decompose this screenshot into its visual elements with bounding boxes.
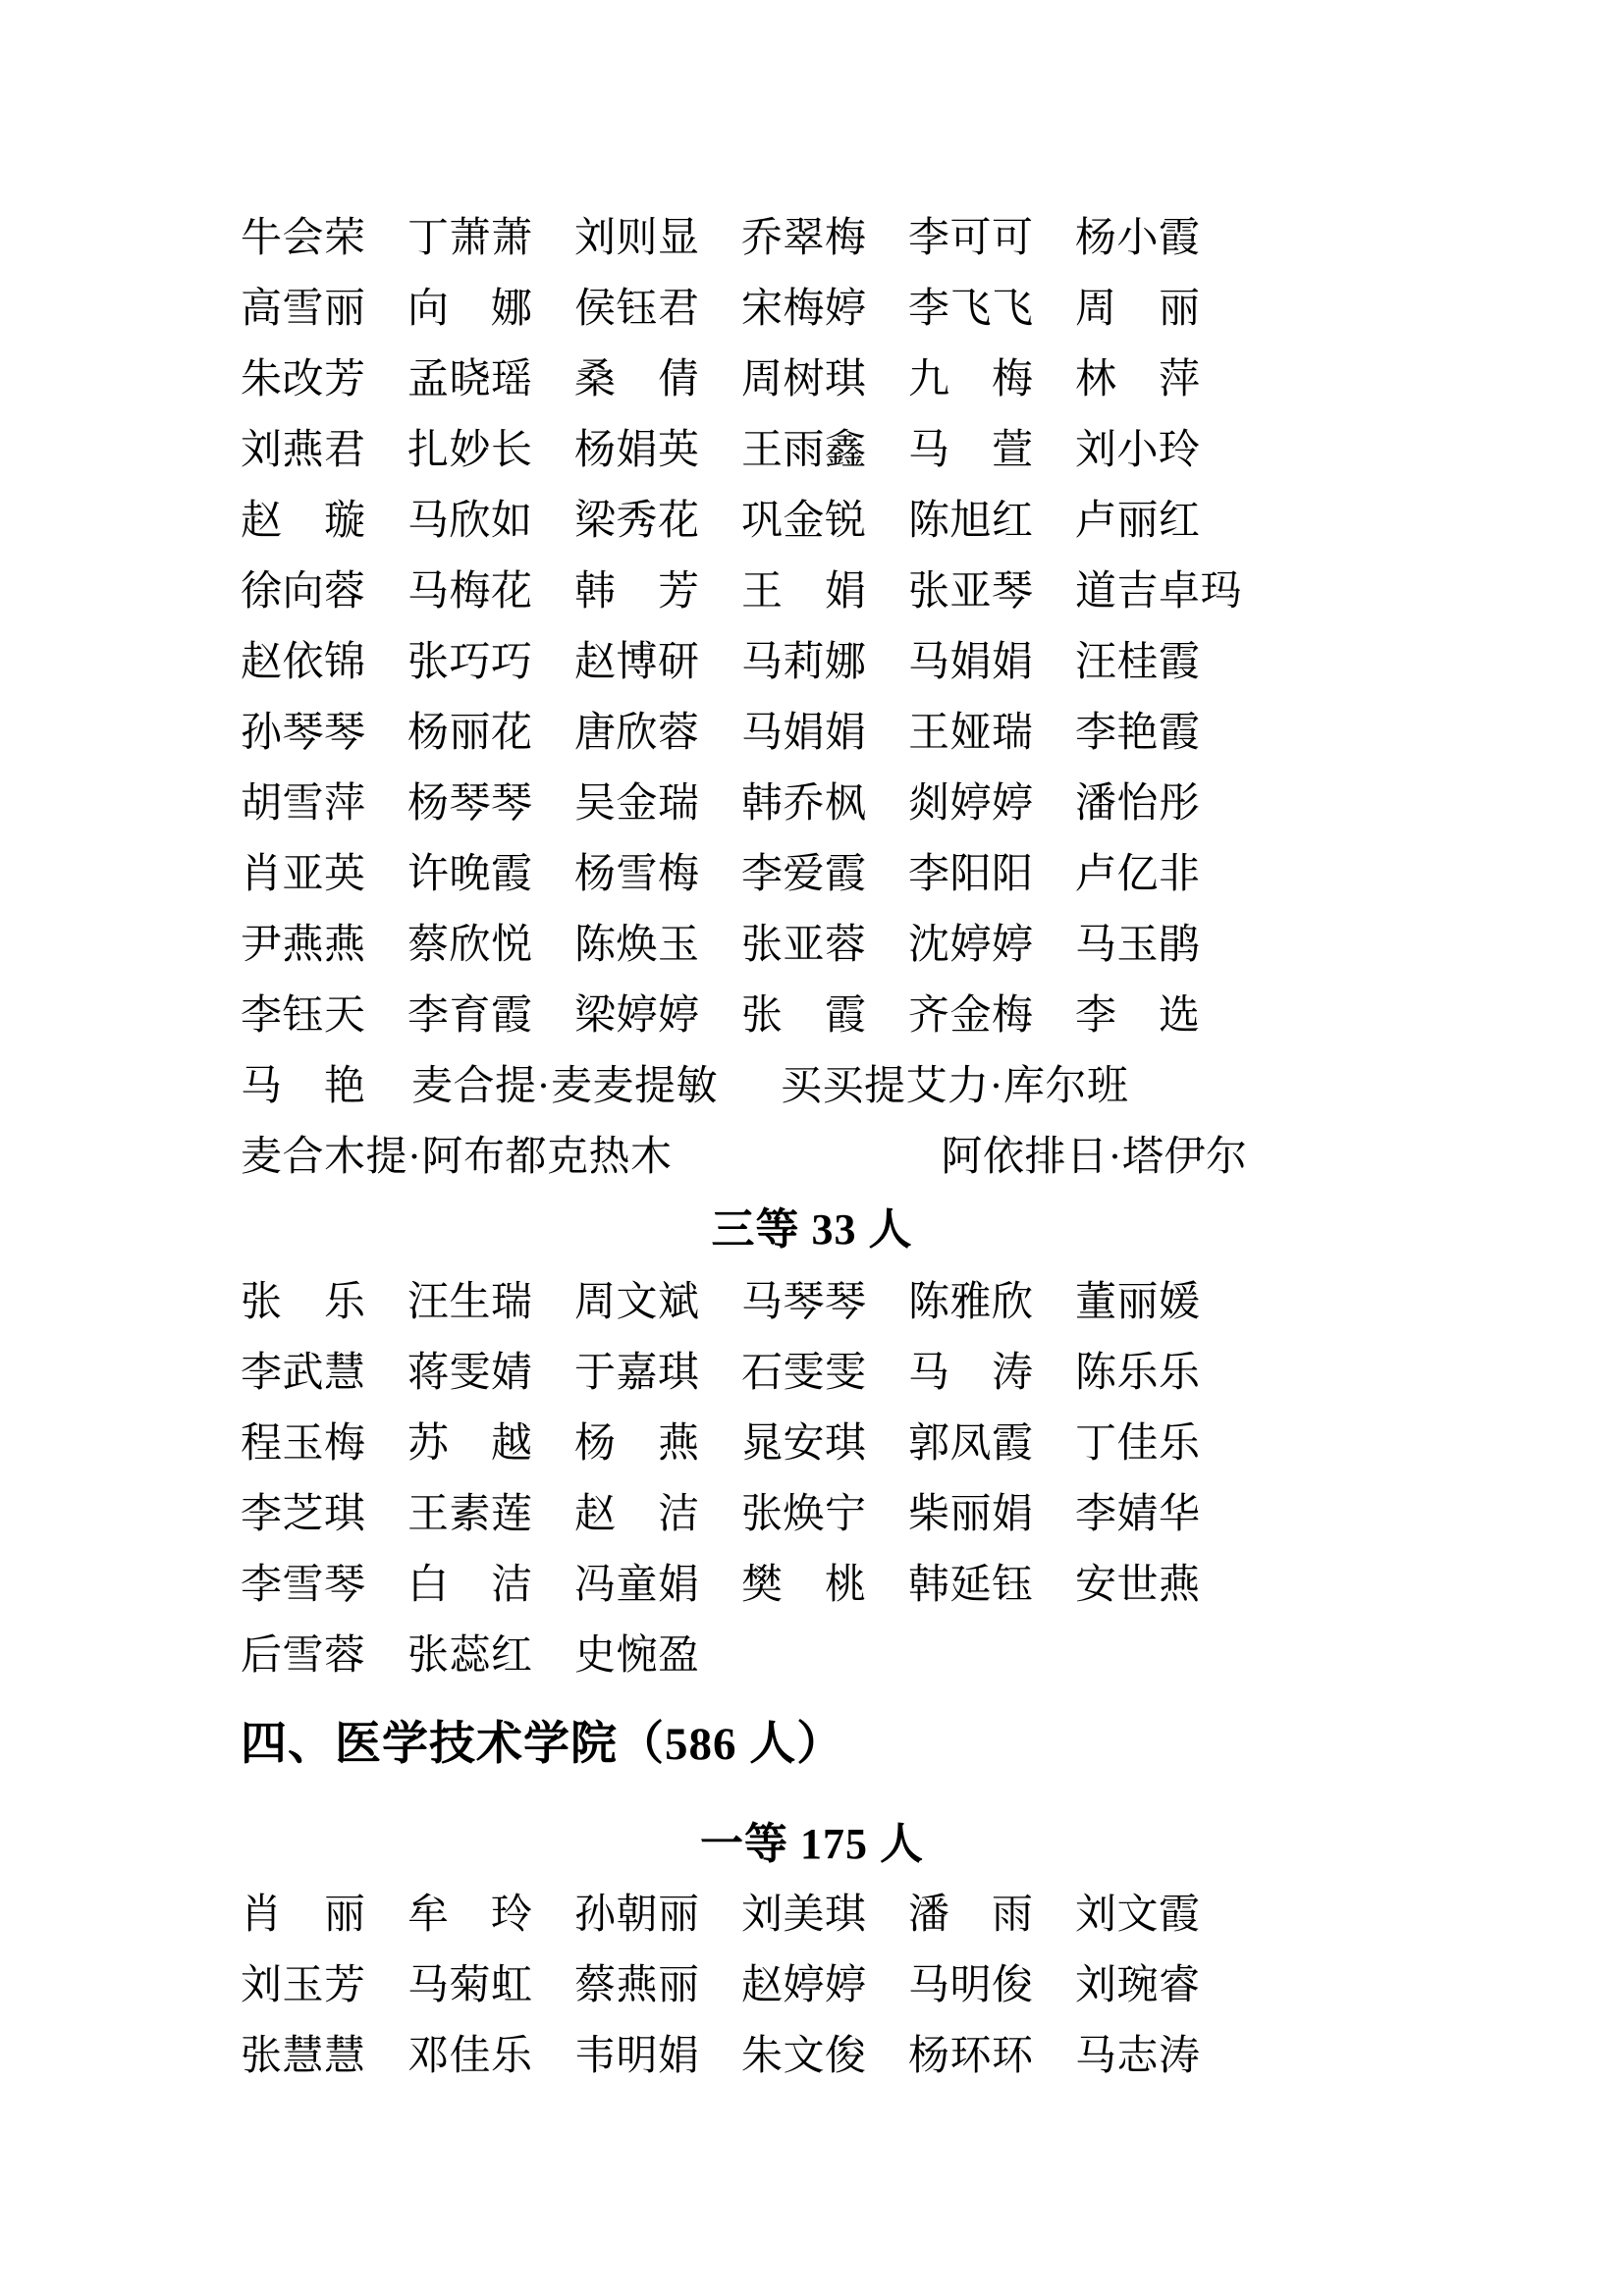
person-name: 李 选 <box>1075 993 1201 1039</box>
person-name: 乔翠梅 <box>741 216 867 261</box>
person-name: 樊 桃 <box>741 1563 867 1608</box>
name-row <box>241 1880 1383 1950</box>
person-name: 韩延钰 <box>908 1563 1034 1608</box>
person-name: 白 洁 <box>407 1563 533 1608</box>
person-name: 麦合提·麦麦提敏 <box>411 1064 718 1109</box>
person-name: 朱文俊 <box>741 2034 867 2079</box>
grade1-heading: 一等 175 人 <box>700 1820 924 1868</box>
person-name: 赵 璇 <box>241 499 366 544</box>
document-content <box>241 203 1383 2092</box>
person-name: 韦明娟 <box>574 2034 700 2079</box>
grade1-name-grid <box>241 1880 1383 2092</box>
person-name: 柴丽娟 <box>908 1492 1034 1537</box>
person-name: 潘 雨 <box>908 1893 1034 1938</box>
person-name: 李阳阳 <box>908 852 1034 897</box>
name-row <box>241 981 1383 1051</box>
person-name: 沈婷婷 <box>908 923 1034 968</box>
person-name: 刘燕君 <box>241 428 366 473</box>
person-name: 杨小霞 <box>1075 216 1201 261</box>
person-name: 周树琪 <box>741 357 867 402</box>
person-name: 汪生瑞 <box>407 1280 533 1325</box>
person-name: 张巧巧 <box>407 640 533 685</box>
person-name: 史惋盈 <box>574 1633 700 1679</box>
person-name: 马欣如 <box>407 499 533 544</box>
person-name: 安世燕 <box>1075 1563 1201 1608</box>
person-name: 唐欣蓉 <box>574 711 700 756</box>
person-name: 扎妙长 <box>407 428 533 473</box>
person-name: 刘文霞 <box>1075 1893 1201 1938</box>
person-name: 杨环环 <box>908 2034 1034 2079</box>
person-name: 苏 越 <box>407 1421 533 1467</box>
grade3-name-grid <box>241 1267 1383 1691</box>
person-name: 李可可 <box>908 216 1034 261</box>
section4-heading: 四、医学技术学院（586 人） <box>241 1719 844 1770</box>
person-name: 马 艳 <box>241 1064 366 1109</box>
person-name: 刘则显 <box>574 216 700 261</box>
person-name: 李爱霞 <box>741 852 867 897</box>
name-row <box>241 910 1383 981</box>
person-name: 马 涛 <box>908 1351 1034 1396</box>
person-name: 卢亿非 <box>1075 852 1201 897</box>
person-name: 阿依排日·塔伊尔 <box>941 1135 1248 1180</box>
person-name: 麦合木提·阿布都克热木 <box>241 1135 673 1180</box>
person-name: 刘小玲 <box>1075 428 1201 473</box>
person-name: 李育霞 <box>407 993 533 1039</box>
person-name: 道吉卓玛 <box>1075 569 1243 614</box>
person-name: 吴金瑞 <box>574 781 700 827</box>
person-name: 赵婷婷 <box>741 1963 867 2008</box>
person-name: 蔡欣悦 <box>407 923 533 968</box>
name-row <box>241 486 1383 557</box>
person-name: 刘玉芳 <box>241 1963 366 2008</box>
name-row <box>241 1950 1383 2021</box>
person-name: 张亚琴 <box>908 569 1034 614</box>
person-name: 买买提艾力·库尔班 <box>781 1064 1129 1109</box>
person-name: 李钰天 <box>241 993 366 1039</box>
person-name: 王雨鑫 <box>741 428 867 473</box>
person-name: 王娅瑞 <box>908 711 1034 756</box>
name-row <box>241 203 1383 274</box>
person-name: 晁安琪 <box>741 1421 867 1467</box>
person-name: 蔡燕丽 <box>574 1963 700 2008</box>
person-name: 牛会荣 <box>241 216 366 261</box>
person-name: 林 萍 <box>1075 357 1201 402</box>
person-name: 王素莲 <box>407 1492 533 1537</box>
name-row <box>241 627 1383 698</box>
person-name: 汪桂霞 <box>1075 640 1201 685</box>
name-row <box>241 1122 1383 1193</box>
person-name: 陈焕玉 <box>574 923 700 968</box>
person-name: 肖 丽 <box>241 1893 366 1938</box>
person-name: 许晚霞 <box>407 852 533 897</box>
person-name: 潘怡彤 <box>1075 781 1201 827</box>
person-name: 孙朝丽 <box>574 1893 700 1938</box>
person-name: 王 娟 <box>741 569 867 614</box>
name-row <box>241 1409 1383 1479</box>
person-name: 向 娜 <box>407 287 533 332</box>
person-name: 马娟娟 <box>908 640 1034 685</box>
person-name: 李飞飞 <box>908 287 1034 332</box>
person-name: 张亚蓉 <box>741 923 867 968</box>
person-name: 丁佳乐 <box>1075 1421 1201 1467</box>
person-name: 徐向蓉 <box>241 569 366 614</box>
name-row <box>241 1338 1383 1409</box>
person-name: 周文斌 <box>574 1280 700 1325</box>
person-name: 杨丽花 <box>407 711 533 756</box>
person-name: 尹燕燕 <box>241 923 366 968</box>
person-name: 刘琬睿 <box>1075 1963 1201 2008</box>
person-name: 丁萧萧 <box>407 216 533 261</box>
name-row <box>241 274 1383 345</box>
person-name: 周 丽 <box>1075 287 1201 332</box>
person-name: 马志涛 <box>1075 2034 1201 2079</box>
person-name: 宋梅婷 <box>741 287 867 332</box>
person-name: 后雪蓉 <box>241 1633 366 1679</box>
name-row <box>241 1479 1383 1550</box>
person-name: 刘美琪 <box>741 1893 867 1938</box>
person-name: 杨琴琴 <box>407 781 533 827</box>
person-name: 齐金梅 <box>908 993 1034 1039</box>
person-name: 韩乔枫 <box>741 781 867 827</box>
grade2-special-name-rows <box>241 1051 1383 1193</box>
person-name: 卢丽红 <box>1075 499 1201 544</box>
name-row <box>241 1621 1383 1691</box>
person-name: 梁婷婷 <box>574 993 700 1039</box>
person-name: 蒋雯婧 <box>407 1351 533 1396</box>
person-name: 赵博研 <box>574 640 700 685</box>
grade3-heading: 三等 33 人 <box>711 1205 913 1254</box>
person-name: 张焕宁 <box>741 1492 867 1537</box>
person-name: 李婧华 <box>1075 1492 1201 1537</box>
person-name: 杨 燕 <box>574 1421 700 1467</box>
person-name: 九 梅 <box>908 357 1034 402</box>
person-name: 马琴琴 <box>741 1280 867 1325</box>
name-row <box>241 1051 1383 1122</box>
name-row <box>241 415 1383 486</box>
name-row <box>241 2021 1383 2092</box>
person-name: 陈乐乐 <box>1075 1351 1201 1396</box>
person-name: 赵依锦 <box>241 640 366 685</box>
person-name: 石雯雯 <box>741 1351 867 1396</box>
person-name: 杨雪梅 <box>574 852 700 897</box>
person-name: 赵 洁 <box>574 1492 700 1537</box>
person-name: 冯童娟 <box>574 1563 700 1608</box>
person-name: 李雪琴 <box>241 1563 366 1608</box>
person-name: 马莉娜 <box>741 640 867 685</box>
name-row <box>241 839 1383 910</box>
name-row <box>241 557 1383 627</box>
person-name: 巩金锐 <box>741 499 867 544</box>
grade2-name-grid <box>241 203 1383 1051</box>
name-row <box>241 1267 1383 1338</box>
person-name: 马 萱 <box>908 428 1034 473</box>
name-row <box>241 698 1383 769</box>
name-row <box>241 345 1383 415</box>
person-name: 孙琴琴 <box>241 711 366 756</box>
person-name: 张 霞 <box>741 993 867 1039</box>
person-name: 程玉梅 <box>241 1421 366 1467</box>
person-name: 张慧慧 <box>241 2034 366 2079</box>
person-name: 剡婷婷 <box>908 781 1034 827</box>
person-name: 梁秀花 <box>574 499 700 544</box>
person-name: 胡雪萍 <box>241 781 366 827</box>
person-name: 马娟娟 <box>741 711 867 756</box>
person-name: 牟 玲 <box>407 1893 533 1938</box>
name-row <box>241 1550 1383 1621</box>
person-name: 邓佳乐 <box>407 2034 533 2079</box>
person-name: 董丽媛 <box>1075 1280 1201 1325</box>
person-name: 于嘉琪 <box>574 1351 700 1396</box>
person-name: 朱改芳 <box>241 357 366 402</box>
person-name: 马玉鹃 <box>1075 923 1201 968</box>
person-name: 李芝琪 <box>241 1492 366 1537</box>
person-name: 陈雅欣 <box>908 1280 1034 1325</box>
person-name: 马明俊 <box>908 1963 1034 2008</box>
person-name: 肖亚英 <box>241 852 366 897</box>
person-name: 马菊虹 <box>407 1963 533 2008</box>
person-name: 陈旭红 <box>908 499 1034 544</box>
person-name: 杨娟英 <box>574 428 700 473</box>
person-name: 孟晓瑶 <box>407 357 533 402</box>
person-name: 张蕊红 <box>407 1633 533 1679</box>
person-name: 韩 芳 <box>574 569 700 614</box>
name-row <box>241 769 1383 839</box>
person-name: 李武慧 <box>241 1351 366 1396</box>
person-name: 马梅花 <box>407 569 533 614</box>
person-name: 桑 倩 <box>574 357 700 402</box>
person-name: 高雪丽 <box>241 287 366 332</box>
person-name: 侯钰君 <box>574 287 700 332</box>
person-name: 张 乐 <box>241 1280 366 1325</box>
person-name: 李艳霞 <box>1075 711 1201 756</box>
person-name: 郭凤霞 <box>908 1421 1034 1467</box>
